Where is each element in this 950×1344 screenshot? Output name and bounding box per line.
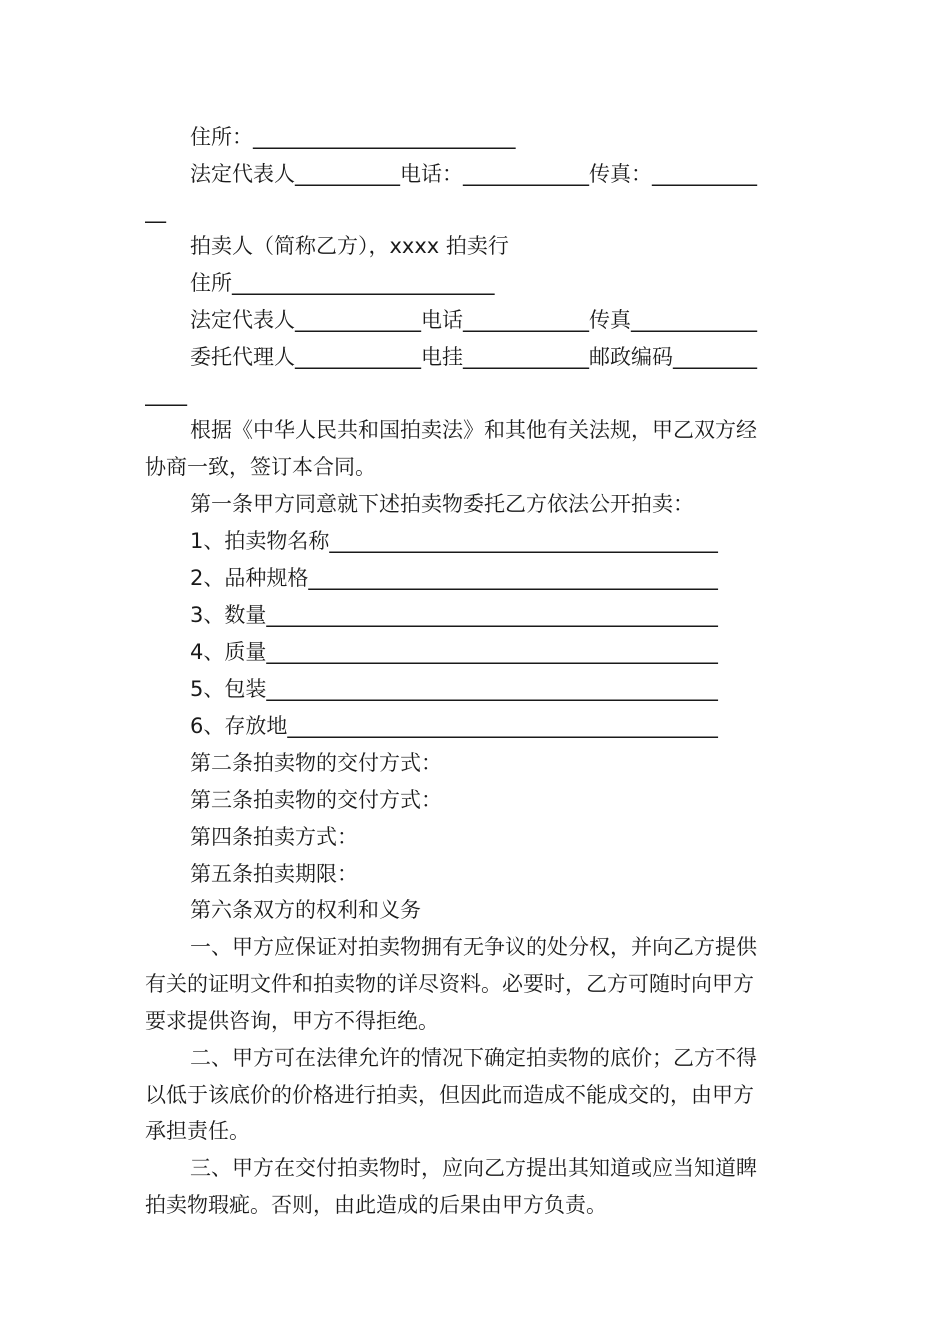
clause-3-line-2: 拍卖物瑕疵。否则，由此造成的后果由甲方负责。 (145, 1193, 607, 1217)
preamble-line-2: 协商一致，签订本合同。 (145, 455, 376, 479)
party-a-representative: 法定代表人__________电话：____________传真：__________ (190, 162, 757, 186)
article-1-item: 3、数量___________________________________________ (190, 603, 718, 627)
party-a-representative-wrap: __ (145, 199, 166, 223)
party-b-representative: 法定代表人____________电话____________传真____________ (190, 308, 757, 332)
preamble-line-1: 根据《中华人民共和国拍卖法》和其他有关法规，甲乙双方经 (190, 418, 757, 442)
party-a-address: 住所：_________________________ (190, 125, 516, 149)
party-b-intro: 拍卖人（简称乙方），xxxx 拍卖行 (190, 234, 509, 258)
clause-3-line-1: 三、甲方在交付拍卖物时，应向乙方提出其知道或应当知道睥 (190, 1156, 757, 1180)
article-2: 第二条拍卖物的交付方式： (190, 751, 442, 775)
article-6: 第六条双方的权利和义务 (190, 898, 421, 922)
article-1-item: 6、存放地_________________________________________ (190, 714, 718, 738)
article-1-item: 2、品种规格_______________________________________ (190, 566, 718, 590)
article-5: 第五条拍卖期限： (190, 862, 358, 886)
clause-1-line-2: 有关的证明文件和拍卖物的详尽资料。必要时，乙方可随时向甲方 (145, 972, 754, 996)
article-1-item: 1、拍卖物名称_____________________________________ (190, 529, 718, 553)
party-b-agent-wrap: ____ (145, 382, 187, 406)
article-3: 第三条拍卖物的交付方式： (190, 788, 442, 812)
party-b-agent: 委托代理人____________电挂____________邮政编码________ (190, 345, 757, 369)
clause-1-line-3: 要求提供咨询，甲方不得拒绝。 (145, 1009, 439, 1033)
party-b-address: 住所_________________________ (190, 271, 495, 295)
clause-2-line-1: 二、甲方可在法律允许的情况下确定拍卖物的底价；乙方不得 (190, 1046, 757, 1070)
clause-2-line-2: 以低于该底价的价格进行拍卖，但因此而造成不能成交的，由甲方 (145, 1083, 754, 1107)
clause-2-line-3: 承担责任。 (145, 1119, 250, 1143)
clause-1-line-1: 一、甲方应保证对拍卖物拥有无争议的处分权，并向乙方提供 (190, 935, 757, 959)
article-1-item: 4、质量___________________________________________ (190, 640, 718, 664)
article-4: 第四条拍卖方式： (190, 825, 358, 849)
article-1-item: 5、包装___________________________________________ (190, 677, 718, 701)
article-1-title: 第一条甲方同意就下述拍卖物委托乙方依法公开拍卖： (190, 492, 694, 516)
